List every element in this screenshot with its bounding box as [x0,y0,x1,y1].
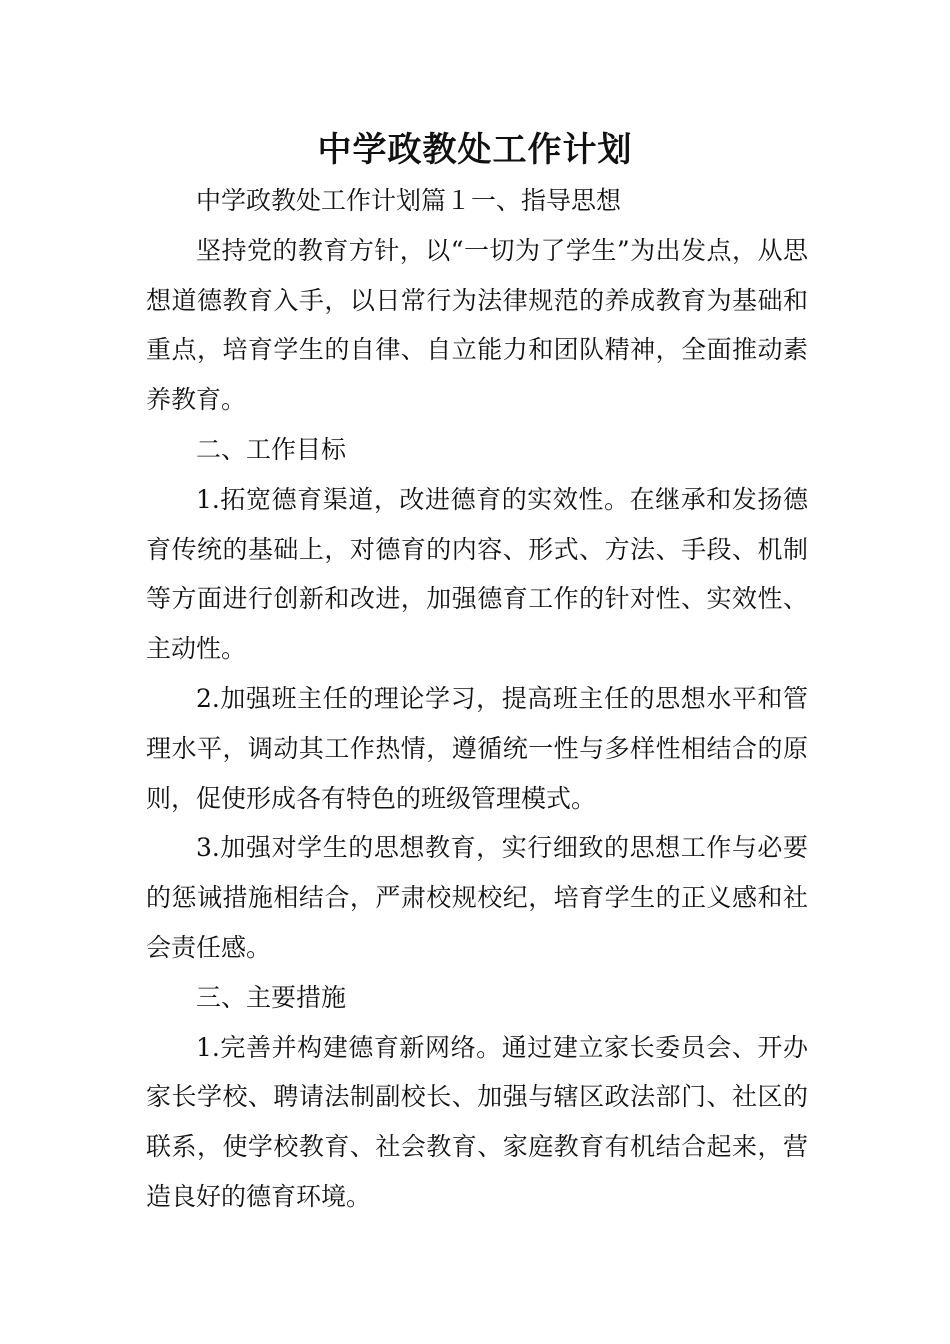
paragraph-goal-3: 3.加强对学生的思想教育，实行细致的思想工作与必要的惩诫措施相结合，严肃校规校纪，培育学生的正义感和社会责任感。 [146,833,808,962]
paragraph-goal-2: 2.加强班主任的理论学习，提高班主任的思想水平和管理水平，调动其工作热情，遵循统一性与多样性相结合的原则，促使形成各有特色的班级管理模式。 [146,683,808,813]
paragraph-heading-main-measures: 三、主要措施 [196,982,347,1012]
page-title: 中学政教处工作计划 [317,130,633,170]
paragraph-measure-1: 1.完善并构建德育新网络。通过建立家长委员会、开办家长学校、聘请法制副校长、加强与辖区政法部门、社区的联系，使学校教育、社会教育、家庭教育有机结合起来，营造良好的德育环境。 [146,1032,808,1211]
paragraph-heading-work-goals: 二、工作目标 [196,434,347,464]
paragraph-goal-1: 1.拓宽德育渠道，改进德育的实效性。在继承和发扬德育传统的基础上，对德育的内容、形式、方法、手段、机制等方面进行创新和改进，加强德育工作的针对性、实效性、主动性。 [146,484,808,664]
document-body [146,176,808,1222]
paragraph-heading-guiding-ideology: 中学政教处工作计划篇１一、指导思想 [196,186,622,215]
paragraph-guiding-ideology: 坚持党的教育方针，以“一切为了学生”为出发点，从思想道德教育入手，以日常行为法律规范的养成教育为基础和重点，培育学生的自律、自立能力和团队精神，全面推动素养教育。 [146,235,808,415]
